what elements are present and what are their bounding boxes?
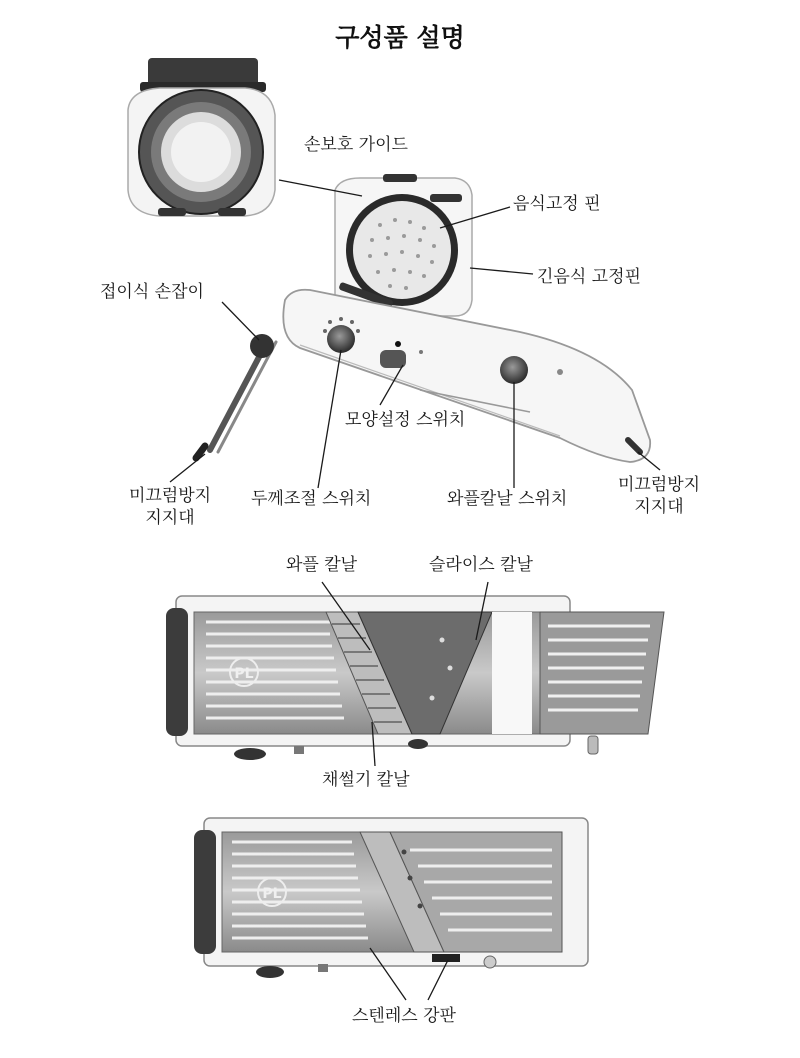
mandoline-body (196, 290, 650, 462)
label-long-food-pin: 긴음식 고정핀 (537, 267, 641, 287)
label-antislip-left (115, 485, 225, 529)
page-title: 구성품 설명 (335, 23, 465, 52)
label-thickness-switch: 두께조절 스위치 (251, 489, 372, 509)
hand-guard (128, 58, 275, 216)
label-antislip-left-line1: 미끄럼방지 (128, 486, 212, 506)
label-slice-blade: 슬라이스 칼날 (429, 555, 533, 575)
label-shape-switch: 모양설정 스위치 (345, 410, 466, 430)
label-hand-guard: 손보호 가이드 (304, 135, 408, 155)
label-julienne-blade: 채썰기 칼날 (322, 770, 410, 790)
label-folding-handle: 접이식 손잡이 (100, 282, 204, 302)
mandoline-top-view-2 (194, 818, 588, 978)
label-waffle-blade: 와플 칼날 (286, 555, 358, 575)
label-antislip-left-line2: 지지대 (145, 508, 195, 528)
logo-mark-2: PL (262, 886, 282, 902)
label-antislip-right-line1: 미끄럼방지 (617, 475, 701, 495)
logo-mark-1: PL (234, 666, 254, 682)
mandoline-top-view-1 (166, 596, 664, 760)
label-antislip-right (604, 474, 714, 518)
label-waffle-switch: 와플칼날 스위치 (447, 489, 568, 509)
label-stainless-plate: 스텐레스 강판 (352, 1006, 456, 1026)
label-food-pin: 음식고정 핀 (513, 194, 601, 214)
label-antislip-right-line2: 지지대 (634, 497, 684, 517)
